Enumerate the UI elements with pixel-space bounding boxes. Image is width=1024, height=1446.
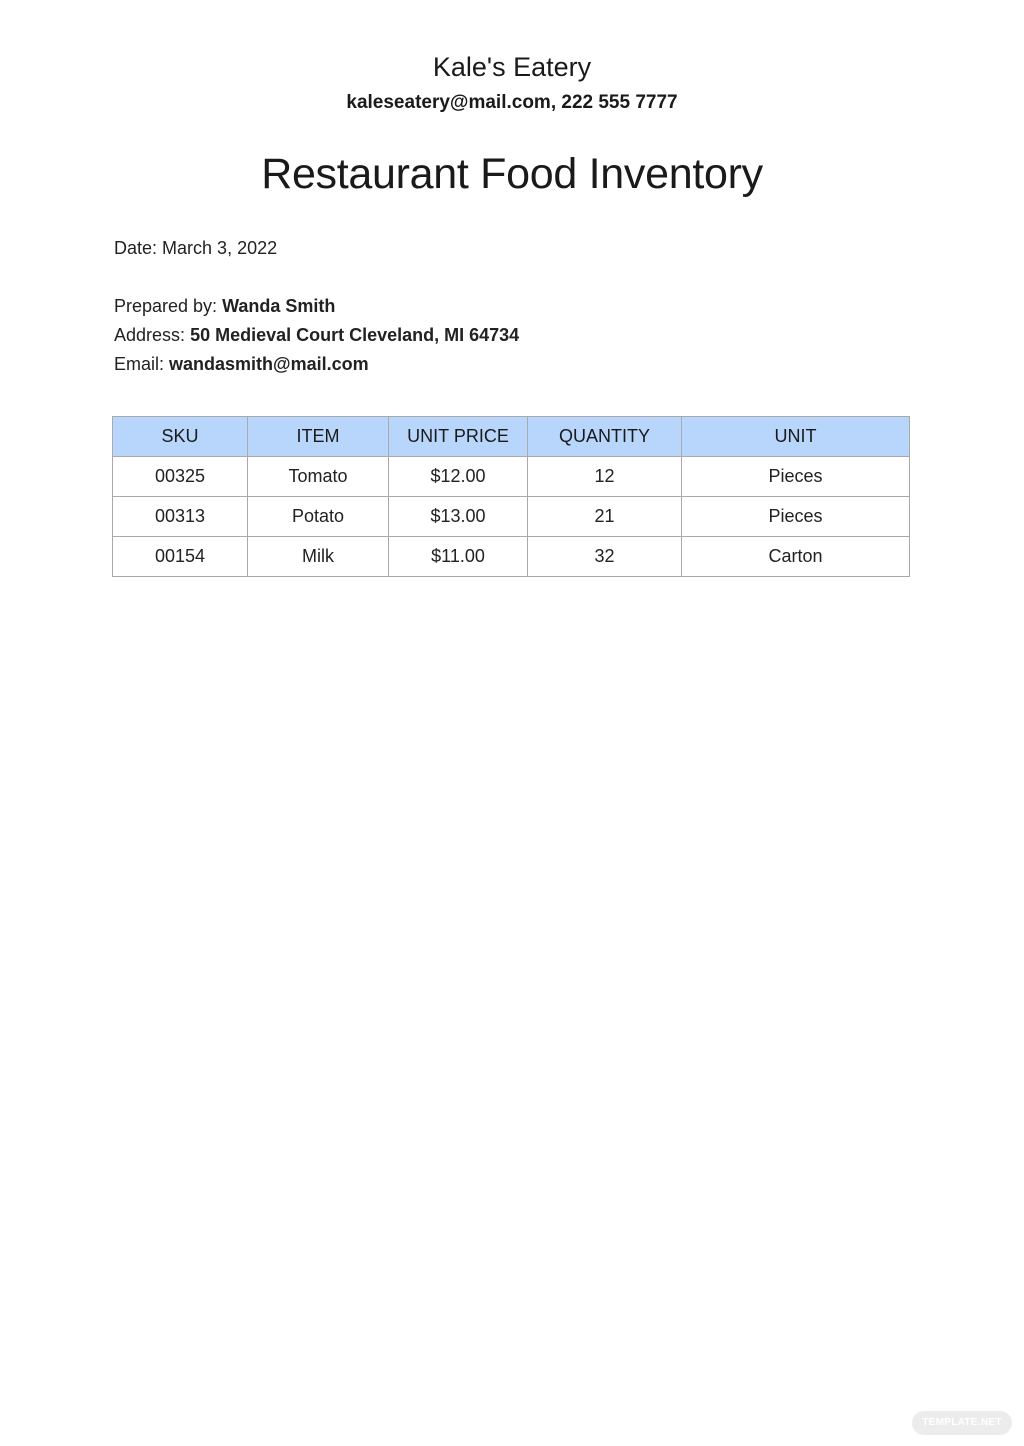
date-line bbox=[114, 238, 277, 259]
company-name: Kale's Eatery bbox=[432, 52, 592, 82]
cell-unit-price: $11.00 bbox=[389, 537, 528, 577]
header-unit: UNIT bbox=[682, 417, 910, 457]
prepared-by-value: Wanda Smith bbox=[222, 296, 336, 316]
table-header-row bbox=[113, 417, 910, 457]
table-row bbox=[113, 497, 910, 537]
date-value: March 3, 2022 bbox=[162, 238, 278, 258]
cell-unit-price: $13.00 bbox=[389, 497, 528, 537]
table-row bbox=[113, 537, 910, 577]
cell-quantity: 12 bbox=[528, 457, 682, 497]
header-quantity: QUANTITY bbox=[528, 417, 682, 457]
cell-item: Tomato bbox=[248, 457, 389, 497]
document-title: Restaurant Food Inventory bbox=[261, 150, 763, 198]
header-unit-price: UNIT PRICE bbox=[389, 417, 528, 457]
cell-unit: Pieces bbox=[682, 497, 910, 537]
email-label: Email: bbox=[114, 354, 165, 374]
cell-sku: 00154 bbox=[113, 537, 248, 577]
cell-sku: 00313 bbox=[113, 497, 248, 537]
address-value: 50 Medieval Court Cleveland, MI 64734 bbox=[190, 325, 520, 345]
date-label: Date: bbox=[114, 238, 158, 258]
inventory-table bbox=[112, 416, 910, 577]
cell-sku: 00325 bbox=[113, 457, 248, 497]
cell-unit: Pieces bbox=[682, 457, 910, 497]
cell-item: Potato bbox=[248, 497, 389, 537]
company-contact: kaleseatery@mail.com, 222 555 7777 bbox=[346, 92, 678, 113]
email-value: wandasmith@mail.com bbox=[169, 354, 369, 374]
cell-item: Milk bbox=[248, 537, 389, 577]
header-item: ITEM bbox=[248, 417, 389, 457]
prepared-by-line bbox=[114, 296, 335, 317]
email-line bbox=[114, 354, 369, 375]
address-line bbox=[114, 325, 519, 346]
prepared-by-label: Prepared by: bbox=[114, 296, 218, 316]
cell-unit: Carton bbox=[682, 537, 910, 577]
address-label: Address: bbox=[114, 325, 186, 345]
cell-quantity: 21 bbox=[528, 497, 682, 537]
template-net-watermark: TEMPLATE.NET bbox=[912, 1411, 1012, 1435]
cell-unit-price: $12.00 bbox=[389, 457, 528, 497]
header-sku: SKU bbox=[113, 417, 248, 457]
cell-quantity: 32 bbox=[528, 537, 682, 577]
table-row bbox=[113, 457, 910, 497]
